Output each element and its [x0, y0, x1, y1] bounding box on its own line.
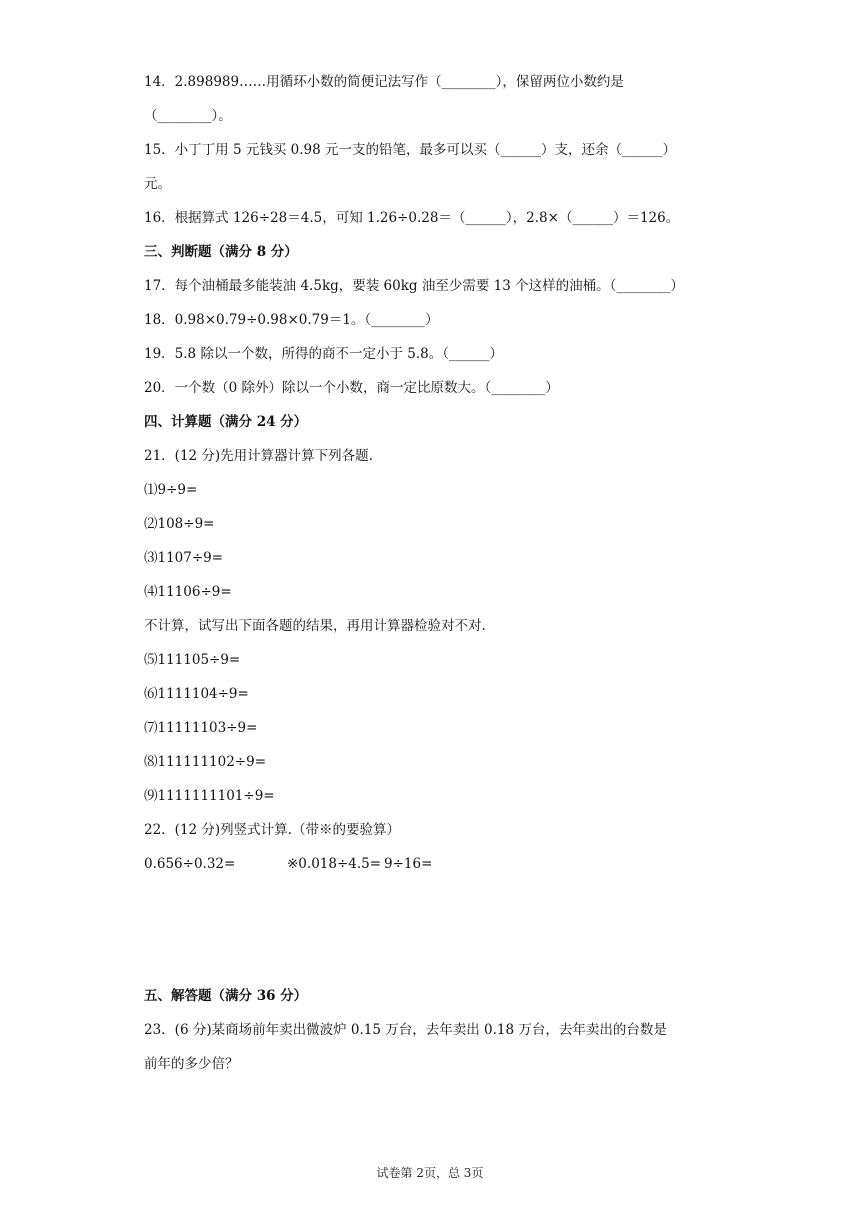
page-footer: 试卷第 2页，总 3页 [376, 1166, 484, 1180]
question-16: 16．根据算式 126÷28＝4.5，可知 1.26÷0.28＝（______），2.8×（______）＝126。 [144, 210, 680, 226]
question-21: 21．(12 分)先用计算器计算下列各题. [144, 448, 373, 464]
question-21-item-2: ⑵108÷9= [144, 516, 215, 532]
question-22-problem-a: 0.656÷0.32= [144, 856, 236, 872]
question-21-item-4: ⑷11106÷9= [144, 584, 232, 600]
question-21-item-1: ⑴9÷9= [144, 482, 198, 498]
question-21-item-6: ⑹1111104÷9= [144, 686, 249, 702]
question-22-problem-b: ※0.018÷4.5= [287, 856, 382, 872]
question-15-line-1: 15．小丁丁用 5 元钱买 0.98 元一支的铅笔，最多可以买（______）支，还余（______） [144, 142, 676, 158]
question-19: 19．5.8 除以一个数，所得的商不一定小于 5.8。（______） [144, 346, 503, 362]
question-18: 18．0.98×0.79÷0.98×0.79＝1。（________） [144, 312, 439, 328]
question-21-item-7: ⑺11111103÷9= [144, 720, 258, 736]
question-15-line-2: 元。 [144, 176, 171, 192]
question-21-item-8: ⑻111111102÷9= [144, 754, 267, 770]
question-23-line-2: 前年的多少倍？ [144, 1056, 239, 1072]
question-21-item-5: ⑸111105÷9= [144, 652, 241, 668]
question-21-item-9: ⑼1111111101÷9= [144, 788, 275, 804]
section-5-heading: 五、解答题（满分 36 分） [144, 988, 308, 1004]
question-21-instruction: 不计算，试写出下面各题的结果，再用计算器检验对不对. [144, 618, 486, 634]
question-20: 20．一个数（0 除外）除以一个小数，商一定比原数大。（________） [144, 380, 559, 396]
question-22-problem-c: 9÷16= [384, 856, 433, 872]
question-22: 22．(12 分)列竖式计算.（带※的要验算） [144, 822, 400, 838]
section-3-heading: 三、判断题（满分 8 分） [144, 244, 298, 260]
question-23-line-1: 23．(6 分)某商场前年卖出微波炉 0.15 万台，去年卖出 0.18 万台，去年卖出的台数是 [144, 1022, 667, 1038]
section-4-heading: 四、计算题（满分 24 分） [144, 414, 308, 430]
question-22-problems [144, 855, 724, 873]
question-21-item-3: ⑶1107÷9= [144, 550, 224, 566]
question-14-line-1: 14．2.898989……用循环小数的简便记法写作（________），保留两位小数约是 [144, 74, 624, 90]
question-17: 17．每个油桶最多能装油 4.5kg，要装 60kg 油至少需要 13 个这样的油桶。（________） [144, 278, 684, 294]
question-14-line-2: （________）。 [144, 108, 232, 124]
